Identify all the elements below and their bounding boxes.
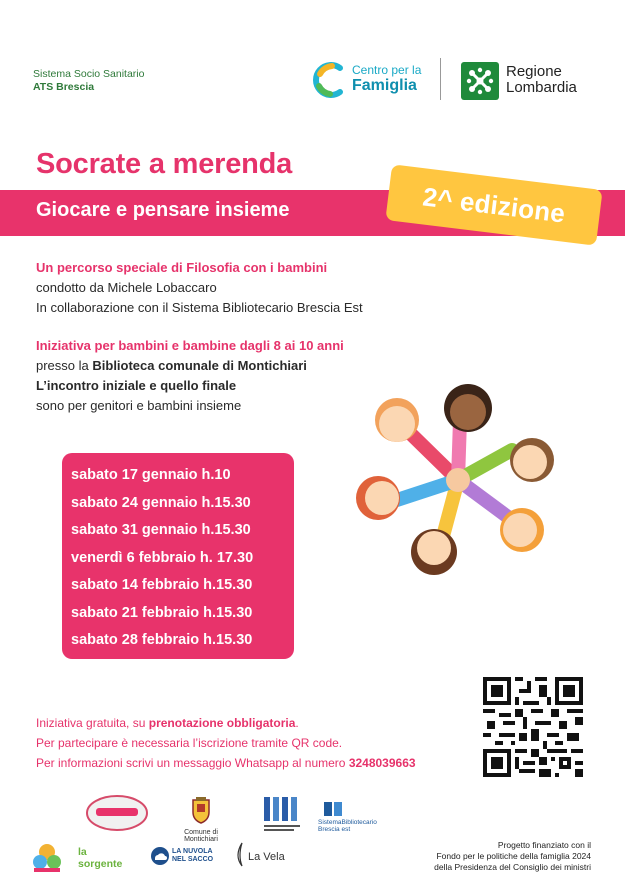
coat-of-arms-icon: [168, 796, 234, 824]
logo-divider: [440, 58, 441, 100]
rosa-camuna-icon: [461, 62, 499, 100]
date-item: sabato 31 gennaio h.15.30: [71, 522, 251, 538]
child-head: [444, 384, 492, 432]
partner-logo-colorful: [30, 840, 64, 874]
regione-lombardia-logo: [461, 62, 601, 100]
cpf-line1: Centro per la: [352, 63, 422, 77]
date-item: sabato 28 febbraio h.15.30: [71, 632, 253, 648]
intro-headline: Un percorso speciale di Filosofia con i bambini: [36, 260, 328, 275]
details-block: [36, 336, 344, 416]
info-line2: Per partecipare è necessaria l’iscrizione tramite QR code.: [36, 736, 343, 750]
la-vela-logo: [232, 842, 292, 872]
details-meeting-note: L’incontro iniziale e quello finale: [36, 378, 237, 393]
date-item: sabato 14 febbraio h.15.30: [71, 577, 253, 593]
info-line1-suffix: .: [295, 716, 299, 730]
child-head: [500, 508, 544, 552]
rl-line1: Regione: [506, 63, 562, 80]
details-age: Iniziativa per bambini e bambine dagli 8 ai 10 anni: [36, 338, 344, 353]
children-circle-illustration: [352, 380, 564, 580]
details-location-library: Biblioteca comunale di Montichiari: [92, 358, 307, 373]
funding-line3: della Presidenza del Consiglio dei ministri: [434, 862, 591, 872]
vela-label: La Vela: [248, 851, 285, 863]
sistema-biblio-logo-1: [262, 795, 304, 835]
info-line3-prefix: Per informazioni scrivi un messaggio Whatsapp al numero: [36, 756, 349, 770]
date-item: sabato 21 febbraio h.15.30: [71, 604, 253, 621]
ats-line1: Sistema Socio Sanitario: [33, 68, 145, 80]
details-meeting-note2: sono per genitori e bambini insieme: [36, 398, 242, 413]
book-icon: [322, 800, 344, 818]
nuvola-label: LA NUVOLA NEL SACCO: [172, 848, 214, 863]
date-item: sabato 17 gennaio h.10: [71, 467, 231, 483]
sistema-bib-label2: Brescia est: [318, 826, 351, 833]
date-item: venerdì 6 febbraio h. 17.30: [71, 549, 254, 566]
child-head: [411, 529, 457, 575]
info-booking: prenotazione obbligatoria: [148, 716, 296, 730]
sistema-bib-label: SistemaBibliotecario: [318, 819, 377, 826]
date-item: sabato 24 gennaio h.15.30: [71, 494, 251, 511]
child-head: [510, 438, 554, 482]
details-location-prefix: presso la: [36, 358, 93, 373]
intro-collaboration: In collaborazione con il Sistema Bibliotecario Brescia Est: [36, 300, 363, 315]
centro-per-la-famiglia-logo: [312, 58, 442, 102]
info-line1-prefix: Iniziativa gratuita, su: [36, 716, 149, 730]
funding-note: [434, 840, 591, 873]
page-title: Socrate a merenda: [36, 148, 293, 180]
sorgente-label: la sorgente: [78, 846, 123, 870]
intro-conductor: condotto da Michele Lobaccaro: [36, 280, 217, 295]
subtitle: Giocare e pensare insieme: [36, 199, 290, 221]
rl-line2: Lombardia: [506, 79, 577, 96]
edition-label: 2^ edizione: [421, 180, 567, 229]
ats-line2: ATS Brescia: [33, 81, 95, 93]
info-line1: [36, 713, 416, 733]
comune-montichiari-logo: [168, 796, 234, 843]
info-block: [36, 713, 416, 773]
child-head: [375, 398, 419, 442]
sistema-bibliotecario-logo: [318, 800, 384, 834]
cpf-line2: Famiglia: [352, 77, 417, 94]
whatsapp-number: 3248039663: [348, 756, 416, 770]
info-line3: [36, 753, 416, 773]
partner-logo-badge: [84, 793, 150, 833]
details-location: [36, 356, 344, 376]
cloud-icon: [150, 846, 170, 866]
la-sorgente-logo: [78, 846, 134, 870]
funding-line1: Progetto finanziato con il: [497, 840, 591, 850]
qr-code[interactable]: [483, 677, 583, 777]
ats-brescia-label: [33, 68, 144, 94]
dates-box: [62, 453, 294, 659]
funding-line2: Fondo per le politiche della famiglia 2024: [436, 851, 591, 861]
child-head: [356, 476, 400, 520]
intro-block: [36, 258, 363, 318]
la-nuvola-logo: [150, 844, 218, 872]
comune-label: Comune di Montichiari: [184, 829, 218, 843]
cpf-c-icon: [312, 60, 348, 100]
